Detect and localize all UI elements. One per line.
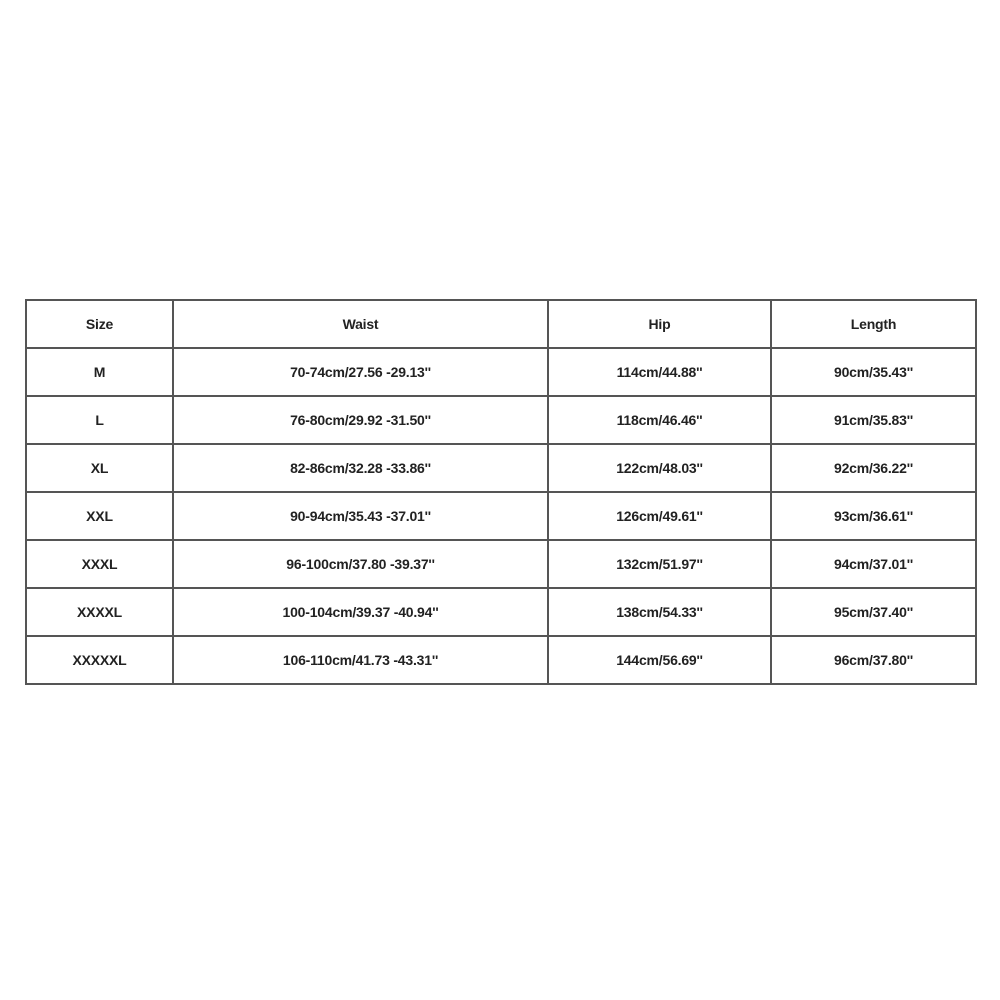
cell-hip: 132cm/51.97'' [548, 540, 771, 588]
cell-waist: 70-74cm/27.56 -29.13'' [173, 348, 548, 396]
cell-size: L [26, 396, 173, 444]
cell-size: M [26, 348, 173, 396]
cell-hip: 144cm/56.69'' [548, 636, 771, 684]
cell-length: 94cm/37.01'' [771, 540, 976, 588]
cell-size: XXXL [26, 540, 173, 588]
table-row [26, 492, 976, 540]
cell-waist: 76-80cm/29.92 -31.50'' [173, 396, 548, 444]
header-size: Size [26, 300, 173, 348]
header-waist: Waist [173, 300, 548, 348]
table-row [26, 396, 976, 444]
table-header-row [26, 300, 976, 348]
cell-size: XXXXXL [26, 636, 173, 684]
cell-hip: 126cm/49.61'' [548, 492, 771, 540]
cell-length: 96cm/37.80'' [771, 636, 976, 684]
cell-length: 91cm/35.83'' [771, 396, 976, 444]
cell-length: 95cm/37.40'' [771, 588, 976, 636]
cell-hip: 138cm/54.33'' [548, 588, 771, 636]
table-row [26, 348, 976, 396]
cell-waist: 100-104cm/39.37 -40.94'' [173, 588, 548, 636]
cell-length: 90cm/35.43'' [771, 348, 976, 396]
cell-length: 92cm/36.22'' [771, 444, 976, 492]
header-hip: Hip [548, 300, 771, 348]
table-row [26, 588, 976, 636]
cell-size: XXXXL [26, 588, 173, 636]
cell-hip: 118cm/46.46'' [548, 396, 771, 444]
size-chart-table [25, 299, 977, 685]
cell-waist: 82-86cm/32.28 -33.86'' [173, 444, 548, 492]
cell-waist: 96-100cm/37.80 -39.37'' [173, 540, 548, 588]
table-row [26, 540, 976, 588]
cell-hip: 122cm/48.03'' [548, 444, 771, 492]
table-row [26, 636, 976, 684]
cell-size: XXL [26, 492, 173, 540]
cell-length: 93cm/36.61'' [771, 492, 976, 540]
cell-waist: 90-94cm/35.43 -37.01'' [173, 492, 548, 540]
table-row [26, 444, 976, 492]
cell-waist: 106-110cm/41.73 -43.31'' [173, 636, 548, 684]
cell-size: XL [26, 444, 173, 492]
cell-hip: 114cm/44.88'' [548, 348, 771, 396]
header-length: Length [771, 300, 976, 348]
